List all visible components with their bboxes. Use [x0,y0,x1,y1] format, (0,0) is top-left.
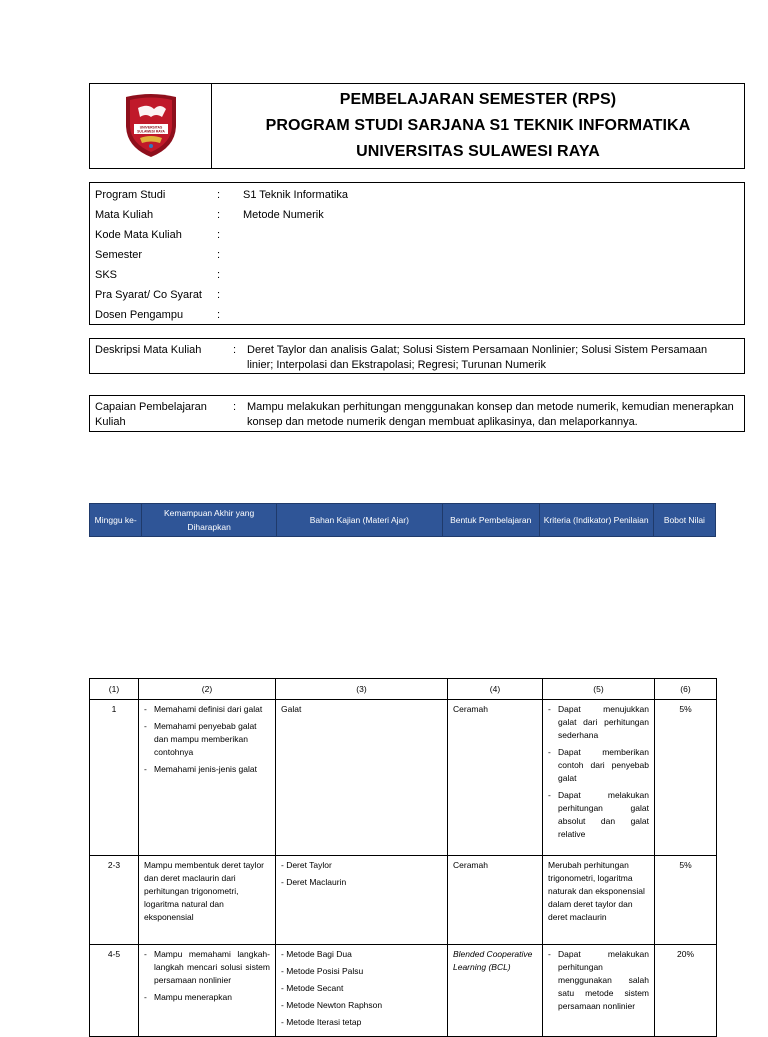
info-value: Metode Numerik [243,209,324,221]
header-bentuk: Bentuk Pembelajaran [442,504,539,537]
column-number: (4) [448,679,543,700]
bullet-item: - Dapat melakukan perhitungan menggunakan salah satu metode sistem persamaan nonlinier [548,948,649,1013]
cell-bahan [276,945,448,1037]
bullet-list [548,703,649,841]
info-value: S1 Teknik Informatika [243,189,348,201]
cell-minggu: 1 [90,700,139,856]
title-line-3: UNIVERSITAS SULAWESI RAYA [356,143,600,160]
cell-bahan [276,700,448,856]
material-item: - Metode Newton Raphson [281,1000,383,1010]
bullet-item: - Mampu memahami langkah-langkah mencari solusi sistem persamaan nonlinier [144,948,270,987]
info-colon: : [217,309,221,321]
title-line-1: PEMBELAJARAN SEMESTER (RPS) [339,91,617,108]
info-colon: : [217,229,221,241]
logo-text-2: SULAWESI RAYA [136,129,165,134]
cell-bentuk [448,945,543,1037]
column-number: (2) [139,679,276,700]
table-row [90,856,717,945]
bullet-item: - Dapat memberikan contoh dari penyebab galat [548,746,649,785]
learning-form: Ceramah [453,704,488,714]
cell-minggu: 4-5 [90,945,139,1037]
info-colon: : [217,289,221,301]
cell-minggu: 2-3 [90,856,139,945]
outcome-label: Capaian Pembelajaran Kuliah [95,401,207,428]
bullet-item: - Memahami jenis-jenis galat [144,763,270,776]
cell-bentuk [448,856,543,945]
bullet-item: - Dapat menujukkan galat dari perhitungan sederhana [548,703,649,742]
material-item: - Metode Secant [281,983,344,993]
material-item: - Metode Iterasi tetap [281,1017,362,1027]
material-item: Galat [281,704,302,714]
outcome-value: Mampu melakukan perhitungan menggunakan konsep dan metode numerik, kemudian menerapkan konsep dan metode numerik dengan membuat aplikasinya, dan melaporkannya. [247,401,734,428]
column-number: (1) [90,679,139,700]
table-row [90,700,717,856]
plan-table-header [89,503,716,537]
cell-kemampuan [139,945,276,1037]
outcome-colon: : [233,401,237,413]
material-item: - Metode Bagi Dua [281,949,352,959]
info-label: Kode Mata Kuliah [95,229,182,241]
cell-bobot: 5% [655,700,717,856]
material-item: - Metode Posisi Palsu [281,966,364,976]
info-colon: : [217,209,221,221]
cell-bobot: 5% [655,856,717,945]
info-row [90,305,744,325]
cell-bentuk [448,700,543,856]
description-colon: : [233,344,237,356]
info-row [90,205,744,225]
learning-form: Blended Cooperative Learning (BCL) [453,949,533,972]
bullet-item: - Dapat melakukan perhitungan galat absolut dan galat relative [548,789,649,841]
info-label: Semester [95,249,143,261]
info-row [90,225,744,245]
header-bahan: Bahan Kajian (Materi Ajar) [276,504,442,537]
title-line-2: PROGRAM STUDI SARJANA S1 TEKNIK INFORMATIKA [265,117,691,134]
title-cell [212,84,744,168]
bullet-item: - Memahami penyebab galat dan mampu memberikan contohnya [144,720,270,759]
cell-bahan [276,856,448,945]
column-number: (5) [543,679,655,700]
info-row [90,245,744,265]
criteria-text: Merubah perhitungan trigonometri, logaritma naturak dan eksponensial dalam deret taylor dan deret maclaurin [548,860,645,922]
info-label: Mata Kuliah [95,209,154,221]
column-number: (3) [276,679,448,700]
description-value: Deret Taylor dan analisis Galat; Solusi Sistem Persamaan Nonlinier; Solusi Sistem Persamaan linier; Interpolasi dan Ekstrapolasi; Regresi; Turunan Numerik [247,344,708,371]
info-label: Program Studi [95,189,166,201]
bullet-list [144,948,270,1004]
rps-header [89,83,745,169]
header-bobot: Bobot Nilai [653,504,715,537]
description-label: Deskripsi Mata Kuliah [95,344,202,356]
material-item: - Deret Maclaurin [281,877,347,887]
info-colon: : [217,269,221,281]
cell-kemampuan [139,700,276,856]
info-colon: : [217,249,221,261]
info-row [90,265,744,285]
material-item: - Deret Taylor [281,860,332,870]
header-minggu: Minggu ke- [90,504,142,537]
logo-text-1: UNIVERSITAS [139,125,162,130]
cell-kriteria [543,856,655,945]
bullet-list [144,703,270,776]
header-kriteria: Kriteria (Indikator) Penilaian [539,504,653,537]
university-logo [120,91,182,161]
bullet-item: - Mampu menerapkan [144,991,270,1004]
header-kemampuan: Kemampuan Akhir yang Diharapkan [142,504,276,537]
info-label: Pra Syarat/ Co Syarat [95,289,202,301]
column-number-row [90,679,717,700]
plan-table [89,678,717,1037]
learning-outcome [89,395,745,432]
bullet-list [548,948,649,1013]
cell-kriteria [543,945,655,1037]
info-row [90,285,744,305]
info-colon: : [217,189,221,201]
cell-bobot: 20% [655,945,717,1037]
logo-cell [90,84,212,168]
course-description [89,338,745,374]
course-info [89,182,745,325]
table-row [90,945,717,1037]
info-label: Dosen Pengampu [95,309,184,321]
ability-text: Mampu membentuk deret taylor dan deret maclaurin dari perhitungan trigonometri, logaritma natural dan eksponensial [144,860,264,922]
info-row [90,185,744,205]
learning-form: Ceramah [453,860,488,870]
info-label: SKS [95,269,118,281]
cell-kriteria [543,700,655,856]
column-number: (6) [655,679,717,700]
bullet-item: - Memahami definisi dari galat [144,703,270,716]
cell-kemampuan [139,856,276,945]
